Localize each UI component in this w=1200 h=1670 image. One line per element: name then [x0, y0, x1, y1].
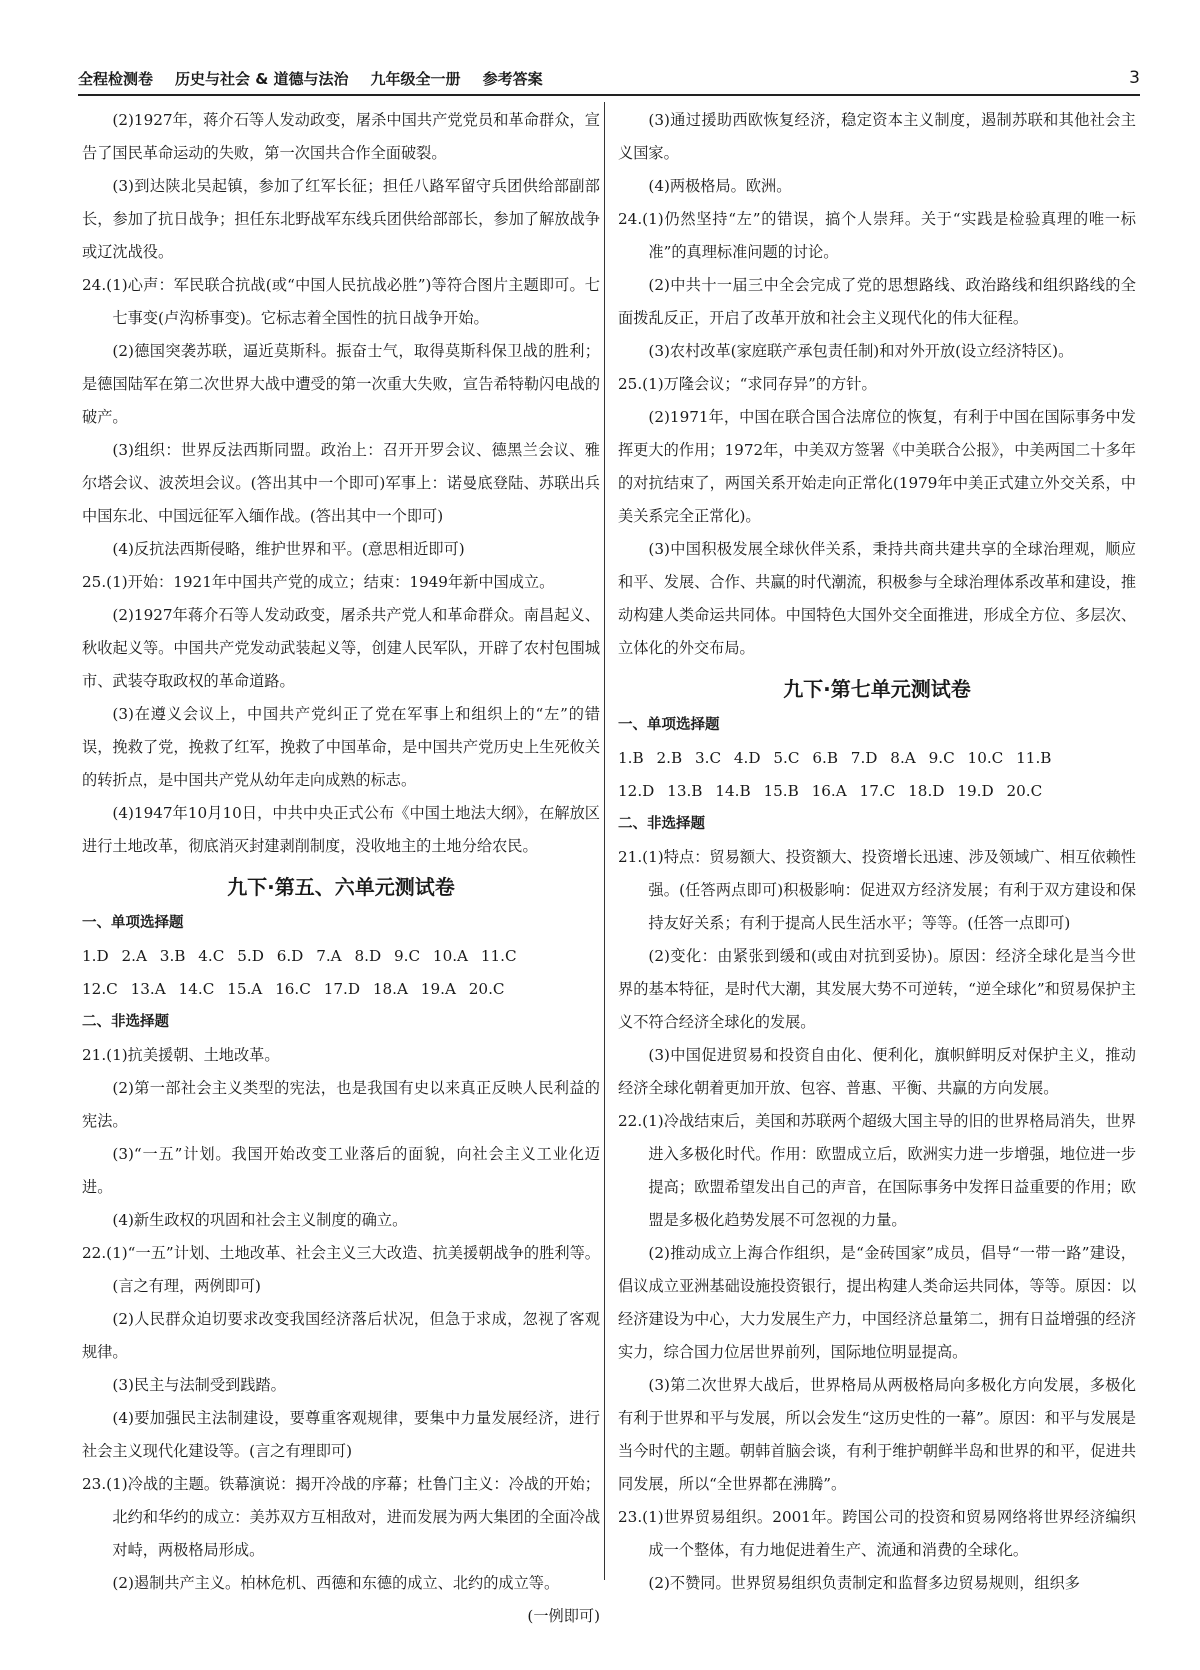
section-title: 九下·第五、六单元测试卷 [227, 875, 455, 899]
answer-paragraph: (3)第二次世界大战后，世界格局从两极格局向多极化方向发展，多极化有利于世界和平与发展，所以会发生“这历史性的一幕”。原因：和平与发展是当今时代的主题。朝韩首脑会谈，有利于维护朝鲜半岛和世界的和平，促进共同发展，所以“全世界都在沸腾”。 [618, 1376, 1136, 1493]
answer-paragraph: (4)1947年10月10日，中共中央正式公布《中国土地法大纲》，在解放区进行土地改革，彻底消灭封建剥削制度，没收地主的土地分给农民。 [82, 804, 600, 855]
answer-paragraph: (4)两极格局。欧洲。 [648, 177, 792, 195]
answer-paragraph: (2)中共十一届三中全会完成了党的思想路线、政治路线和组织路线的全面拨乱反正，开启了改革开放和社会主义现代化的伟大征程。 [618, 276, 1136, 327]
left-column [82, 104, 600, 1633]
mc-answers-line: 1.B 2.B 3.C 4.D 5.C 6.B 7.D 8.A 9.C 10.C 11.B [618, 749, 1052, 767]
section-title: 九下·第七单元测试卷 [783, 677, 971, 701]
column-divider [604, 102, 605, 1580]
answer-paragraph: (3)在遵义会议上，中国共产党纠正了党在军事上和组织上的“左”的错误，挽救了党，挽救了红军，挽救了中国革命，是中国共产党历史上生死攸关的转折点，是中国共产党从幼年走向成熟的标志。 [82, 705, 600, 789]
answer-paragraph: (2)推动成立上海合作组织，是“金砖国家”成员，倡导“一带一路”建设，倡议成立亚洲基础设施投资银行，提出构建人类命运共同体，等等。原因：以经济建设为中心，大力发展生产力，中国经济总量第二，拥有日益增强的经济实力，综合国力位居世界前列，国际地位明显提高。 [618, 1244, 1136, 1361]
question-21: 21.(1)抗美援朝、土地改革。 [82, 1046, 280, 1064]
header-grade: 九年级全一册 [370, 69, 461, 88]
header-series: 全程检测卷 [78, 69, 154, 88]
answer-paragraph: (2)第一部社会主义类型的宪法，也是我国有史以来真正反映人民利益的宪法。 [82, 1079, 600, 1130]
answer-paragraph: (3)农村改革(家庭联产承包责任制)和对外开放(设立经济特区)。 [648, 342, 1074, 360]
answer-paragraph: (3)民主与法制受到践踏。 [112, 1376, 286, 1394]
question-25: 25.(1)万隆会议；“求同存异”的方针。 [618, 375, 877, 393]
answer-paragraph: (2)德国突袭苏联，逼近莫斯科。振奋士气，取得莫斯科保卫战的胜利；是德国陆军在第二次世界大战中遭受的第一次重大失败，宣告希特勒闪电战的破产。 [82, 342, 600, 426]
answer-paragraph: (2)不赞同。世界贸易组织负责制定和监督多边贸易规则，组织多 [648, 1574, 1080, 1592]
answer-paragraph: (3)“一五”计划。我国开始改变工业落后的面貌，向社会主义工业化迈进。 [82, 1145, 600, 1196]
non-mc-heading: 二、非选择题 [618, 816, 705, 832]
header-subject: 历史与社会 & 道德与法治 [175, 69, 349, 88]
right-column [618, 104, 1136, 1600]
answer-paragraph: (4)新生政权的巩固和社会主义制度的确立。 [112, 1211, 408, 1229]
answer-note: (一例即可) [527, 1607, 600, 1625]
answer-paragraph: (4)反抗法西斯侵略，维护世界和平。(意思相近即可) [112, 540, 465, 558]
answer-paragraph: (3)中国促进贸易和投资自由化、便利化，旗帜鲜明反对保护主义，推动经济全球化朝着更加开放、包容、普惠、平衡、共赢的方向发展。 [618, 1046, 1136, 1097]
header-doc-type: 参考答案 [482, 69, 543, 88]
mc-heading: 一、单项选择题 [618, 717, 720, 733]
question-24: 24.(1)仍然坚持“左”的错误，搞个人崇拜。关于“实践是检验真理的唯一标准”的真理标准问题的讨论。 [618, 210, 1136, 261]
page-header [78, 62, 1140, 96]
answer-paragraph: (2)1971年，中国在联合国合法席位的恢复，有利于中国在国际事务中发挥更大的作用；1972年，中美双方签署《中美联合公报》，中美两国二十多年的对抗结束了，两国关系开始走向正常化(1979年中美正式建立外交关系，中美关系完全正常化)。 [618, 408, 1136, 525]
mc-answers-line: 12.C 13.A 14.C 15.A 16.C 17.D 18.A 19.A 20.C [82, 980, 505, 998]
answer-paragraph: (2)变化：由紧张到缓和(或由对抗到妥协)。原因：经济全球化是当今世界的基本特征，是时代大潮，其发展大势不可逆转，“逆全球化”和贸易保护主义不符合经济全球化的发展。 [618, 947, 1136, 1031]
question-22: 22.(1)冷战结束后，美国和苏联两个超级大国主导的旧的世界格局消失，世界进入多极化时代。作用：欧盟成立后，欧洲实力进一步增强，地位进一步提高；欧盟希望发出自己的声音，在国际事务中发挥日益重要的作用；欧盟是多极化趋势发展不可忽视的力量。 [618, 1112, 1136, 1229]
question-23: 23.(1)世界贸易组织。2001年。跨国公司的投资和贸易网络将世界经济编织成一个整体，有力地促进着生产、流通和消费的全球化。 [618, 1508, 1136, 1559]
mc-answers-line: 1.D 2.A 3.B 4.C 5.D 6.D 7.A 8.D 9.C 10.A 11.C [82, 947, 517, 965]
answer-paragraph: (3)组织：世界反法西斯同盟。政治上：召开开罗会议、德黑兰会议、雅尔塔会议、波茨坦会议。(答出其中一个即可)军事上：诺曼底登陆、苏联出兵中国东北、中国远征军入缅作战。(答出其中一个即可) [82, 441, 600, 525]
non-mc-heading: 二、非选择题 [82, 1014, 169, 1030]
answer-paragraph: (4)要加强民主法制建设，要尊重客观规律，要集中力量发展经济，进行社会主义现代化建设等。(言之有理即可) [82, 1409, 600, 1460]
mc-heading: 一、单项选择题 [82, 915, 184, 931]
mc-answers-line: 12.D 13.B 14.B 15.B 16.A 17.C 18.D 19.D 20.C [618, 782, 1043, 800]
answer-paragraph: (3)到达陕北吴起镇，参加了红军长征；担任八路军留守兵团供给部副部长，参加了抗日战争；担任东北野战军东线兵团供给部部长，参加了解放战争或辽沈战役。 [82, 177, 600, 261]
answer-paragraph: (2)人民群众迫切要求改变我国经济落后状况，但急于求成，忽视了客观规律。 [82, 1310, 600, 1361]
question-23: 23.(1)冷战的主题。铁幕演说：揭开冷战的序幕；杜鲁门主义：冷战的开始；北约和华约的成立：美苏双方互相敌对，进而发展为两大集团的全面冷战对峙，两极格局形成。 [82, 1475, 600, 1559]
question-22: 22.(1)“一五”计划、土地改革、社会主义三大改造、抗美援朝战争的胜利等。(言之有理，两例即可) [82, 1244, 600, 1295]
answer-paragraph: (3)通过援助西欧恢复经济，稳定资本主义制度，遏制苏联和其他社会主义国家。 [618, 111, 1136, 162]
question-25: 25.(1)开始：1921年中国共产党的成立；结束：1949年新中国成立。 [82, 573, 555, 591]
answer-paragraph: (3)中国积极发展全球伙伴关系，秉持共商共建共享的全球治理观，顺应和平、发展、合作、共赢的时代潮流，积极参与全球治理体系改革和建设，推动构建人类命运共同体。中国特色大国外交全面推进，形成全方位、多层次、立体化的外交布局。 [618, 540, 1136, 657]
question-24: 24.(1)心声：军民联合抗战(或“中国人民抗战必胜”)等符合图片主题即可。七七事变(卢沟桥事变)。它标志着全国性的抗日战争开始。 [82, 276, 600, 327]
page-number: 3 [1129, 68, 1140, 88]
answer-paragraph: (2)1927年，蒋介石等人发动政变，屠杀中国共产党党员和革命群众，宣告了国民革命运动的失败，第一次国共合作全面破裂。 [82, 111, 600, 162]
answer-paragraph: (2)遏制共产主义。柏林危机、西德和东德的成立、北约的成立等。 [112, 1574, 560, 1592]
question-21: 21.(1)特点：贸易额大、投资额大、投资增长迅速、涉及领域广、相互依赖性强。(任答两点即可)积极影响：促进双方经济发展；有利于双方建设和保持友好关系；有利于提高人民生活水平；等等。(任答一点即可) [618, 848, 1136, 932]
answer-paragraph: (2)1927年蒋介石等人发动政变，屠杀共产党人和革命群众。南昌起义、秋收起义等。中国共产党发动武装起义等，创建人民军队，开辟了农村包围城市、武装夺取政权的革命道路。 [82, 606, 600, 690]
